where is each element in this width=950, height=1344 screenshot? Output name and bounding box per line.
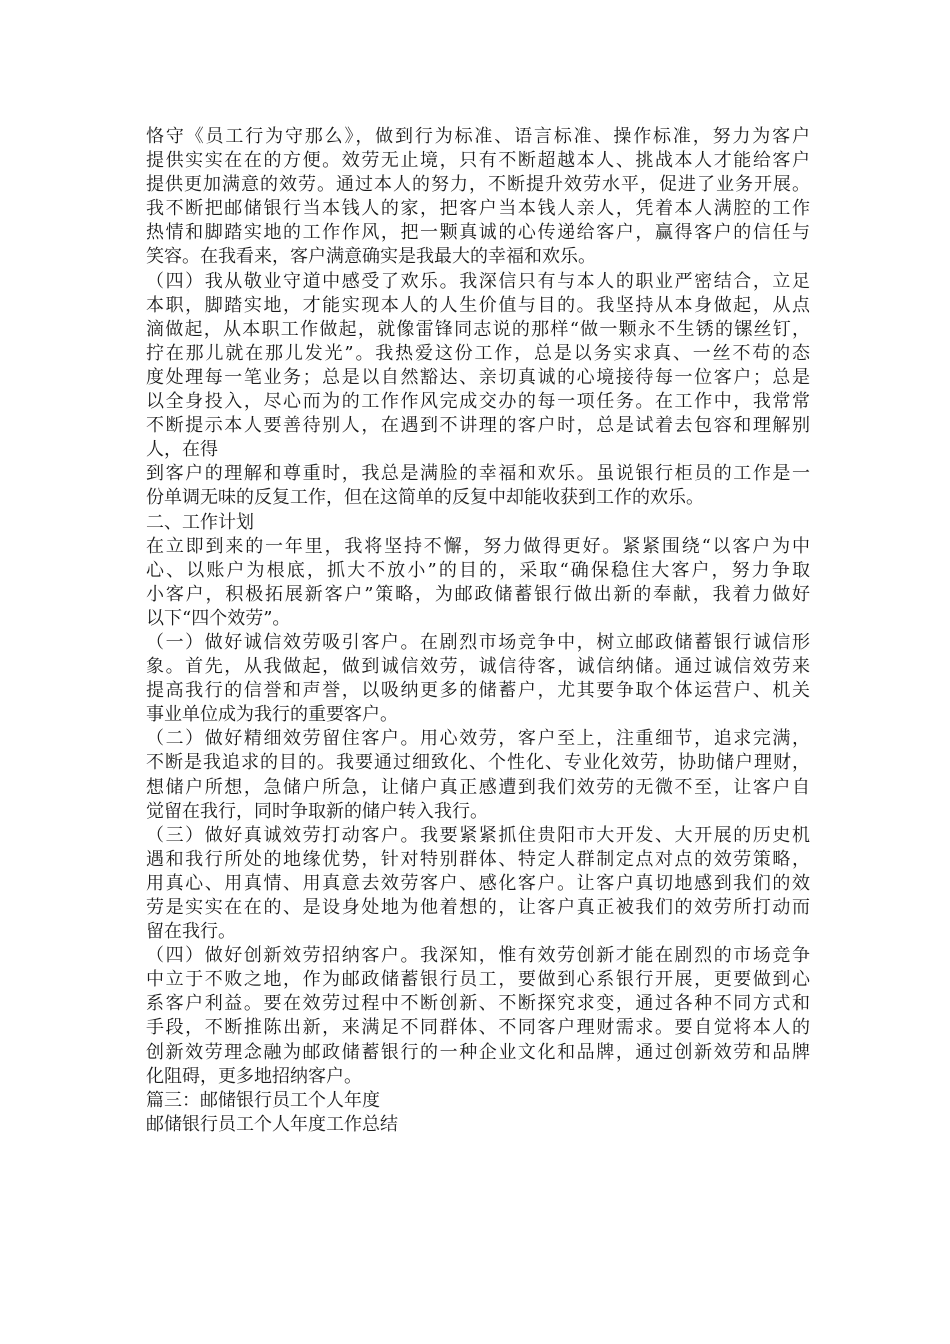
text-line: 我不断把邮储银行当本钱人的家，把客户当本钱人亲人，凭着本人满腔的工作 <box>146 198 810 220</box>
text-line: 小客户，积极拓展新客户”策略，为邮政储蓄银行做出新的奉献，我着力做好 <box>146 583 810 605</box>
text-line: 系客户利益。要在效劳过程中不断创新、不断探究求变，通过各种不同方式和 <box>146 993 810 1015</box>
text-line: 滴做起，从本职工作做起，就像雷锋同志说的那样“做一颗永不生锈的镙丝钉， <box>146 318 810 340</box>
text-line: 留在我行。 <box>146 921 236 943</box>
text-line: （四）我从敬业守道中感受了欢乐。我深信只有与本人的职业严密结合，立足 <box>146 270 810 292</box>
text-line: （二）做好精细效劳留住客户。用心效劳，客户至上，注重细节，追求完满， <box>146 728 810 750</box>
text-line: 笑容。在我看来，客户满意确实是我最大的幸福和欢乐。 <box>146 246 596 268</box>
text-line: 象。首先，从我做起，做到诚信效劳，诚信待客，诚信纳储。通过诚信效劳来 <box>146 656 810 678</box>
text-line: 热情和脚踏实地的工作作风，把一颗真诚的心传递给客户，赢得客户的信任与 <box>146 222 810 244</box>
text-line: 恪守《员工行为守那么》，做到行为标准、语言标准、操作标准，努力为客户 <box>146 126 810 147</box>
text-line: 心、以账户为根底，抓大不放小”的目的，采取“确保稳住大客户，努力争取 <box>146 559 810 581</box>
text-line: 到客户的理解和尊重时，我总是满脸的幸福和欢乐。虽说银行柜员的工作是一 <box>146 463 810 485</box>
text-line: 本职，脚踏实地，才能实现本人的人生价值与目的。我坚持从本身做起，从点 <box>146 294 810 316</box>
text-line: 提供更加满意的效劳。通过本人的努力，不断提升效劳水平，促进了业务开展。 <box>146 174 810 196</box>
text-line: 份单调无味的反复工作，但在这简单的反复中却能收获到工作的欢乐。 <box>146 487 704 509</box>
text-line: 不断提示本人要善待别人，在遇到不讲理的客户时，总是试着去包容和理解别 <box>146 415 810 437</box>
text-line: 以下“四个效劳”。 <box>146 607 291 629</box>
text-line: 拧在那儿就在那儿发光”。我热爱这份工作，总是以务实求真、一丝不苟的态 <box>146 342 810 364</box>
text-line: 劳是实实在在的、是设身处地为他着想的，让客户真正被我们的效劳所打动而 <box>146 897 810 918</box>
text-line: 用真心、用真情、用真意去效劳客户、感化客户。让客户真切地感到我们的效 <box>146 872 810 894</box>
section-heading: 二、工作计划 <box>146 511 254 533</box>
text-line: 提供实实在在的方便。效劳无止境，只有不断超越本人、挑战本人才能给客户 <box>146 150 810 172</box>
text-line: 人，在得 <box>146 439 218 461</box>
text-line: 遇和我行所处的地缘优势，针对特别群体、特定人群制定点对点的效劳策略， <box>146 848 810 870</box>
text-line: 不断是我追求的目的。我要通过细致化、个性化、专业化效劳，协助储户理财， <box>146 752 810 774</box>
document-body <box>146 125 810 1137</box>
document-title: 邮储银行员工个人年度工作总结 <box>146 1113 398 1135</box>
text-line: 提高我行的信誉和声誉，以吸纳更多的储蓄户，尤其要争取个体运营户、机关 <box>146 680 810 702</box>
text-line: 事业单位成为我行的重要客户。 <box>146 704 398 726</box>
text-line: 度处理每一笔业务；总是以自然豁达、亲切真诚的心境接待每一位客户；总是 <box>146 366 810 388</box>
text-line: 以全身投入，尽心而为的工作作风完成交办的每一项任务。在工作中，我常常 <box>146 391 810 413</box>
text-line: （一）做好诚信效劳吸引客户。在剧烈市场竞争中，树立邮政储蓄银行诚信形 <box>146 631 810 653</box>
text-line: 创新效劳理念融为邮政储蓄银行的一种企业文化和品牌，通过创新效劳和品牌 <box>146 1041 810 1063</box>
section-heading: 篇三：邮储银行员工个人年度 <box>146 1089 380 1111</box>
text-line: 觉留在我行，同时争取新的储户转入我行。 <box>146 800 488 822</box>
text-line: 中立于不败之地，作为邮政储蓄银行员工，要做到心系银行开展，更要做到心 <box>146 969 810 991</box>
text-line: （四）做好创新效劳招纳客户。我深知，惟有效劳创新才能在剧烈的市场竞争 <box>146 945 810 967</box>
text-line: 手段，不断推陈出新，来满足不同群体、不同客户理财需求。要自觉将本人的 <box>146 1017 810 1039</box>
text-line: 在立即到来的一年里，我将坚持不懈，努力做得更好。紧紧围绕“以客户为中 <box>146 535 810 557</box>
text-line: 化阻碍，更多地招纳客户。 <box>146 1065 362 1087</box>
text-line: （三）做好真诚效劳打动客户。我要紧紧抓住贵阳市大开发、大开展的历史机 <box>146 824 810 846</box>
text-line: 想储户所想，急储户所急，让储户真正感遭到我们效劳的无微不至，让客户自 <box>146 776 810 798</box>
